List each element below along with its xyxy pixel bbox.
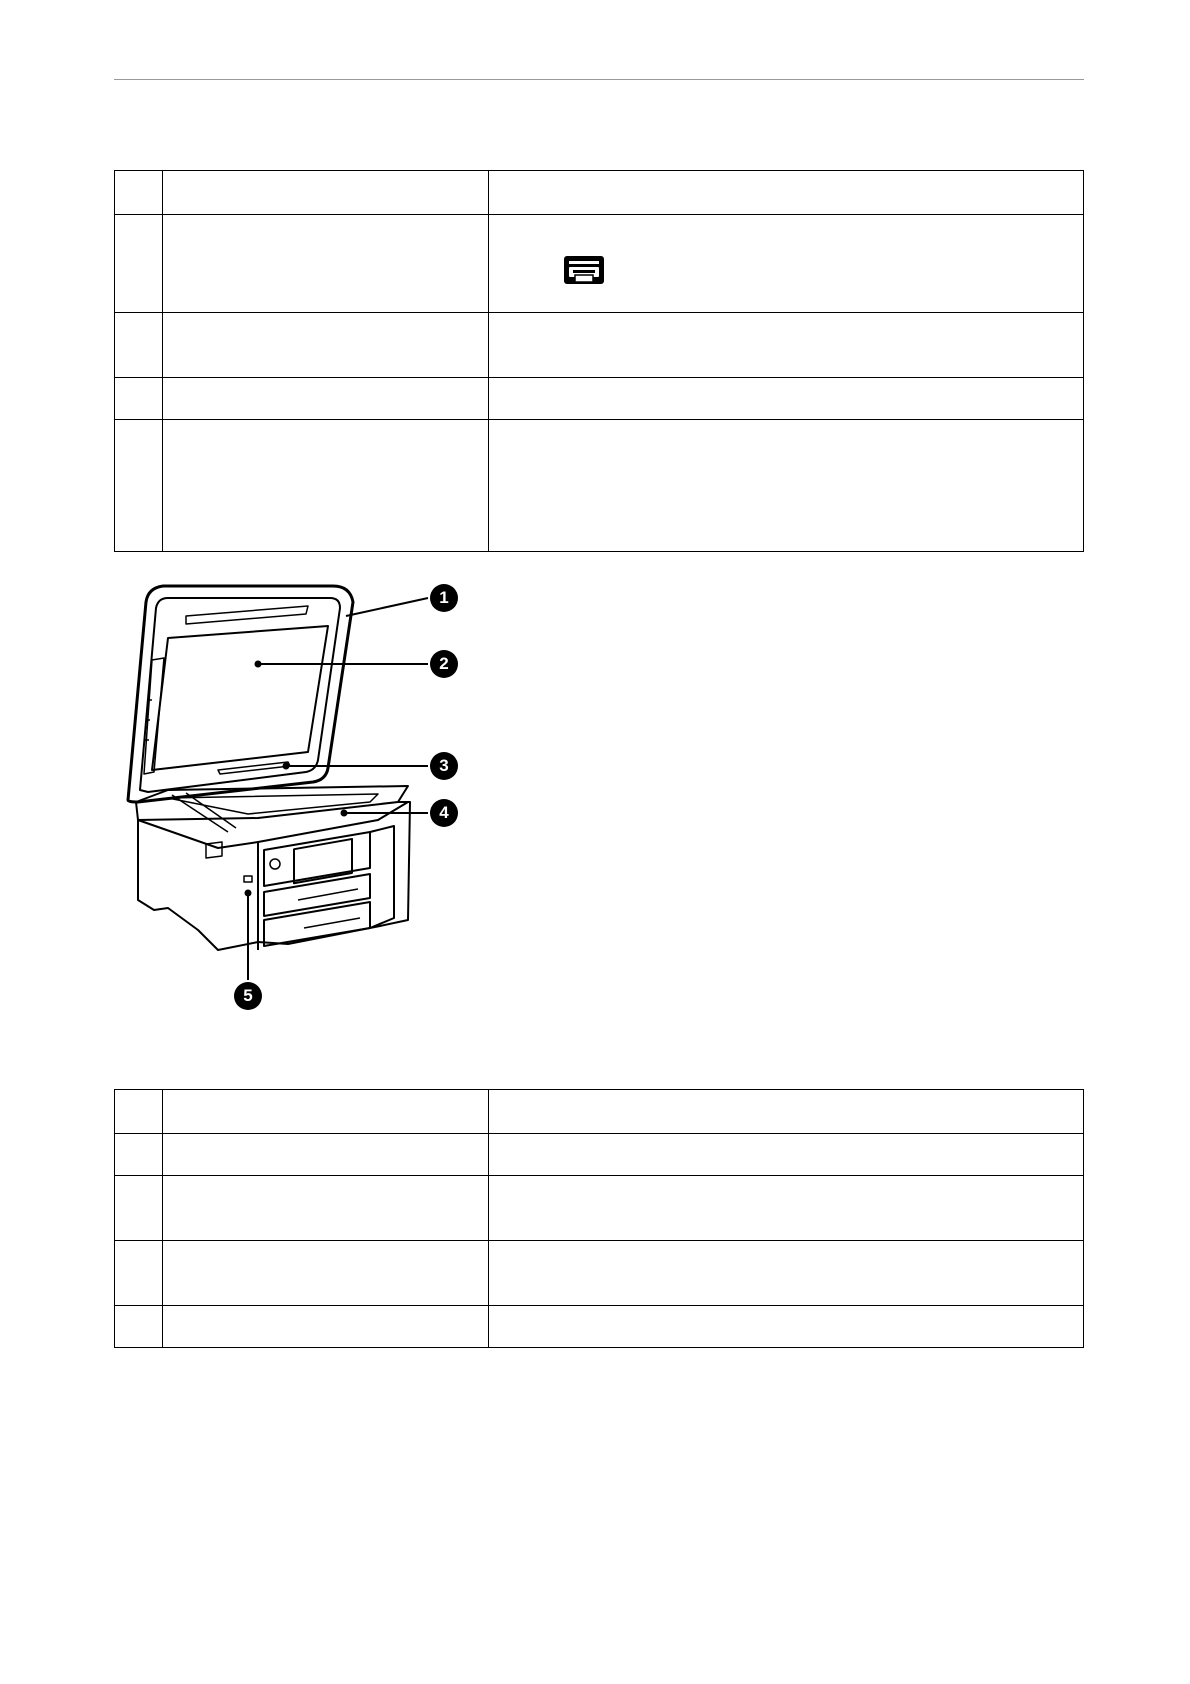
row-desc: [489, 1241, 1084, 1306]
row-num: [115, 420, 163, 552]
parts-table-top: [114, 170, 1084, 552]
callout-3: 3: [430, 752, 458, 780]
table-header-row: [115, 171, 1084, 215]
row-name: [163, 1134, 489, 1176]
row-name: [163, 1176, 489, 1241]
row-name: [163, 215, 489, 313]
row-desc: [489, 378, 1084, 420]
row-num: [115, 378, 163, 420]
row-name: [163, 1241, 489, 1306]
row-num: [115, 1241, 163, 1306]
row-desc: [489, 215, 1084, 313]
header-cell-desc: [489, 1090, 1084, 1134]
row-desc: [489, 313, 1084, 378]
row-name: [163, 420, 489, 552]
table-row: [115, 215, 1084, 313]
table-row: [115, 378, 1084, 420]
row-desc: [489, 1176, 1084, 1241]
row-num: [115, 1306, 163, 1348]
table-row: [115, 1176, 1084, 1241]
callout-4: 4: [430, 799, 458, 827]
header-cell-name: [163, 171, 489, 215]
table-row: [115, 1134, 1084, 1176]
header-rule: [114, 79, 1084, 80]
callout-5: 5: [234, 982, 262, 1010]
table-row: [115, 1241, 1084, 1306]
header-cell-num: [115, 1090, 163, 1134]
table-row: [115, 313, 1084, 378]
header-cell-desc: [489, 171, 1084, 215]
row-num: [115, 1134, 163, 1176]
header-cell-name: [163, 1090, 489, 1134]
header-cell-num: [115, 171, 163, 215]
table-row: [115, 1306, 1084, 1348]
row-name: [163, 313, 489, 378]
table-header-row: [115, 1090, 1084, 1134]
row-num: [115, 313, 163, 378]
table-row: [115, 420, 1084, 552]
parts-table-bottom: [114, 1089, 1084, 1348]
row-desc: [489, 1306, 1084, 1348]
printer-icon: [563, 255, 605, 285]
row-name: [163, 1306, 489, 1348]
callout-2: 2: [430, 650, 458, 678]
row-desc: [489, 1134, 1084, 1176]
callout-1: 1: [430, 584, 458, 612]
row-desc: [489, 420, 1084, 552]
printer-illustration: [108, 580, 508, 1060]
row-name: [163, 378, 489, 420]
row-num: [115, 215, 163, 313]
row-num: [115, 1176, 163, 1241]
